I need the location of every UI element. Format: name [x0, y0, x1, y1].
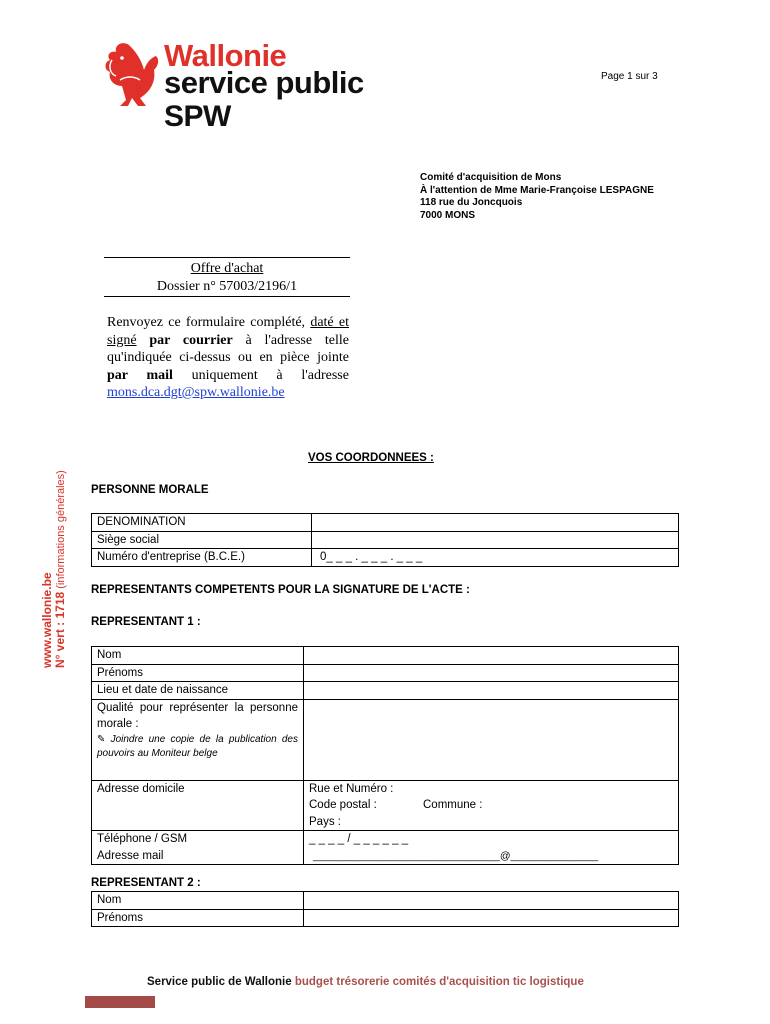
rep1-heading: REPRESENTANT 1 : — [91, 616, 201, 628]
logo-wallonie: Wallonie — [164, 38, 287, 73]
section-title: VOS COORDONNEES : — [308, 452, 434, 464]
offer-title: Offre d'achat — [190, 261, 264, 276]
rep1-contact-field[interactable] — [304, 831, 679, 865]
side-contact — [41, 470, 68, 668]
instr-part: uniquement à l'adresse — [172, 367, 349, 383]
address-line: 118 rue du Joncquois — [420, 197, 523, 208]
label-adresse: Adresse domicile — [92, 780, 304, 831]
label-nom: Nom — [92, 647, 304, 665]
address-line: Comité d'acquisition de Mons — [420, 172, 562, 183]
recipient-address — [420, 172, 654, 222]
rep2-heading: REPRESENTANT 2 : — [91, 877, 201, 889]
label-prenoms: Prénoms — [92, 664, 304, 682]
label-mail: Adresse mail — [97, 849, 164, 862]
commune-label: Commune : — [423, 799, 483, 811]
representants-heading: REPRESENTANTS COMPETENTS POUR LA SIGNATURE DE L'ACTE : — [91, 584, 470, 596]
label-denomination: DENOMINATION — [92, 514, 312, 532]
address-line: À l'attention de Mme Marie-Françoise LESPAGNE — [420, 184, 654, 196]
footer-bar — [85, 996, 155, 1008]
phone-note: (informations générales) — [55, 470, 67, 592]
pays-label: Pays : — [309, 815, 341, 828]
dossier-number: Dossier n° 57003/2196/1 — [156, 279, 298, 294]
rep1-nom-field[interactable] — [304, 647, 679, 665]
instr-part — [137, 333, 150, 348]
rep1-adresse-field[interactable] — [304, 780, 679, 831]
instr-dated-signed: daté et signé — [107, 315, 350, 348]
label-prenoms: Prénoms — [92, 909, 304, 927]
rep2-table — [91, 891, 679, 927]
mail-placeholder: ________________________________@_______________ — [313, 849, 599, 862]
rue-label: Rue et Numéro : — [309, 782, 394, 795]
label-qualite — [92, 699, 304, 780]
personne-morale-heading: PERSONNE MORALE — [91, 484, 209, 496]
footer-departments: budget trésorerie comités d'acquisition tic logistique — [291, 976, 584, 988]
label-nom: Nom — [92, 892, 304, 910]
tel-placeholder: _ _ _ _ / _ _ _ _ _ _ — [309, 833, 409, 845]
note-text: Joindre une copie de la publication des pouvoirs au Moniteur belge — [97, 733, 298, 759]
label-tel-mail — [92, 831, 304, 865]
rep2-nom-field[interactable] — [304, 892, 679, 910]
label-siege-social: Siège social — [92, 531, 312, 549]
instr-part: Renvoyez ce formulaire complété, — [107, 315, 311, 330]
label-telephone: Téléphone / GSM — [97, 833, 188, 845]
offer-header — [104, 257, 350, 297]
footer — [147, 976, 584, 988]
hand-icon: ✎ — [97, 733, 111, 745]
personne-morale-table — [91, 513, 679, 567]
rep1-qualite-field[interactable] — [304, 699, 679, 780]
rep1-lieu-field[interactable] — [304, 682, 679, 700]
footer-org: Service public de Wallonie — [147, 976, 292, 988]
rep1-table — [91, 646, 679, 865]
rep2-prenoms-field[interactable] — [304, 909, 679, 927]
spw-logo — [100, 40, 370, 140]
instructions-text — [107, 314, 349, 402]
page-number: Page 1 sur 3 — [601, 71, 658, 82]
website-text: www.wallonie.be — [40, 572, 54, 668]
qualite-text: Qualité pour représenter la personne morale : — [97, 701, 298, 730]
phone-text: N° vert : 1718 — [53, 591, 67, 668]
instr-by-post: par courrier — [149, 332, 233, 348]
qualite-note — [97, 733, 298, 762]
label-bce: Numéro d'entreprise (B.C.E.) — [92, 549, 312, 567]
email-link[interactable]: mons.dca.dgt@spw.wallonie.be — [107, 385, 285, 400]
denomination-field[interactable] — [312, 514, 679, 532]
label-lieu-naissance: Lieu et date de naissance — [92, 682, 304, 700]
siege-social-field[interactable] — [312, 531, 679, 549]
address-line: 7000 MONS — [420, 209, 476, 221]
instr-part: à l'adresse telle qu'indiquée ci-dessus ou en pièce jointe — [107, 332, 349, 365]
cp-label: Code postal : — [309, 799, 377, 811]
bce-field[interactable]: 0_ _ _ . _ _ _ . _ _ _ — [312, 549, 679, 567]
rep1-prenoms-field[interactable] — [304, 664, 679, 682]
logo-service-public: service public — [164, 65, 364, 100]
instr-by-mail: par mail — [107, 367, 173, 383]
logo-spw: SPW — [164, 100, 231, 133]
rooster-icon — [100, 40, 162, 112]
